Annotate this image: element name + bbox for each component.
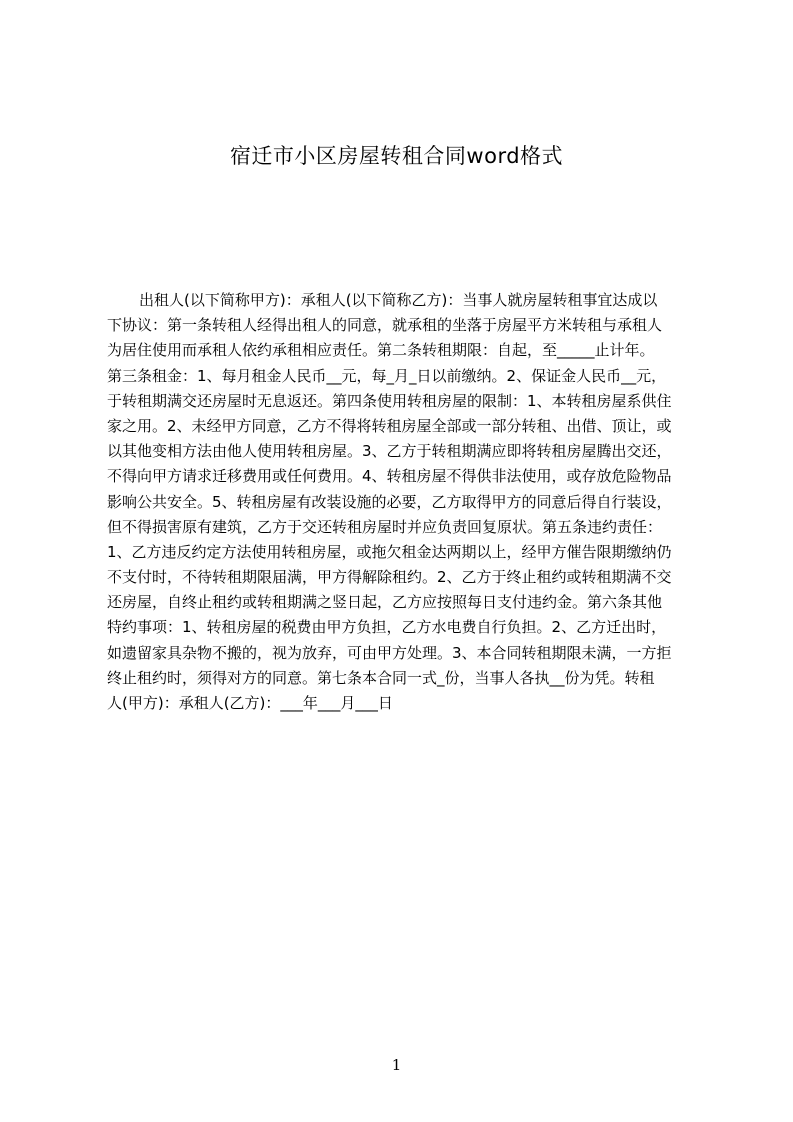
body-line: 终止租约时，须得对方的同意。第七条本合同一式_份，当事人各执__份为凭。转租	[107, 668, 655, 687]
body-line: 如遗留家具杂物不搬的，视为放弃，可由甲方处理。3、本合同转租期限未满，一方拒	[107, 643, 672, 662]
body-line: 人(甲方)：承租人(乙方)：___年___月___日	[107, 694, 393, 712]
body-line: 以其他变相方法由他人使用转租房屋。3、乙方于转租期满应即将转租房屋腾出交还，	[107, 442, 672, 461]
body-line: 于转租期满交还房屋时无息返还。第四条使用转租房屋的限制：1、本转租房屋系供住	[107, 391, 672, 410]
body-line: 出租人(以下简称甲方)：承租人(以下简称乙方)：当事人就房屋转租事宜达成以	[139, 291, 658, 309]
body-line: 家之用。2、未经甲方同意，乙方不得将转租房屋全部或一部分转租、出借、顶让，或	[107, 416, 672, 435]
body-line: 1、乙方违反约定方法使用转租房屋，或拖欠租金达两期以上，经甲方催告限期缴纳仍	[107, 542, 672, 561]
page-number: 1	[391, 1056, 402, 1074]
body-line: 为居住使用而承租人依约承租相应责任。第二条转租期限：自起，至_____止计年。	[107, 341, 655, 360]
body-line: 下协议：第一条转租人经得出租人的同意，就承租的坐落于房屋平方米转租与承租人	[107, 316, 663, 335]
body-line: 但不得损害原有建筑，乙方于交还转租房屋时并应负责回复原状。第五条违约责任：	[107, 517, 663, 536]
body-line: 第三条租金：1、每月租金人民币__元，每_月_日以前缴纳。2、保证金人民币__元，	[107, 366, 667, 385]
document-title: 宿迁市小区房屋转租合同word格式	[229, 144, 564, 168]
body-line: 不支付时，不待转租期限届满，甲方得解除租约。2、乙方于终止租约或转租期满不交	[107, 568, 672, 587]
body-line: 不得向甲方请求迁移费用或任何费用。4、转租房屋不得供非法使用，或存放危险物品	[107, 467, 672, 486]
body-line: 还房屋，自终止租约或转租期满之竖日起，乙方应按照每日支付违约金。第六条其他	[107, 593, 663, 612]
contract-body	[107, 288, 697, 716]
body-line: 影响公共安全。5、转租房屋有改装设施的必要，乙方取得甲方的同意后得自行装设，	[107, 492, 672, 511]
body-line: 特约事项：1、转租房屋的税费由甲方负担，乙方水电费自行负担。2、乙方迁出时，	[107, 618, 667, 637]
